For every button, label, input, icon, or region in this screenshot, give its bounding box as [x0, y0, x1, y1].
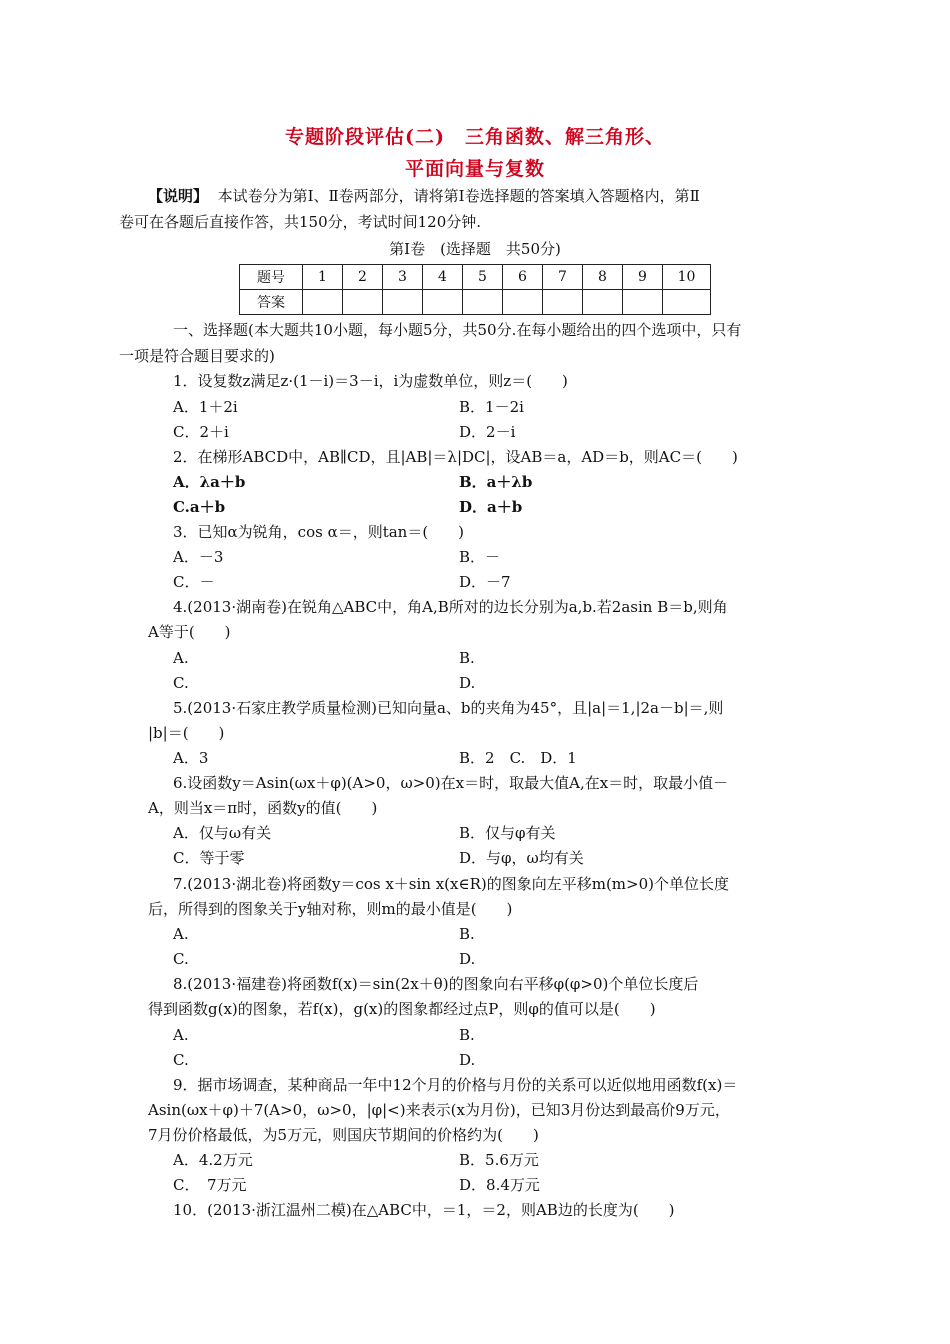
- q9-option-c: C． 7万元: [173, 1176, 247, 1194]
- q5-option-b: B．2 C. D．1: [459, 749, 577, 767]
- note-label: 【说明】: [148, 187, 209, 205]
- q1-stem: 1．设复数z满足z·(1－i)＝3－i，i为虚数单位，则z＝( ): [173, 372, 568, 390]
- answer-table-number: 2: [343, 265, 383, 290]
- q1-option-a: A．1＋2i: [173, 398, 238, 416]
- q10-stem: 10．(2013·浙江温州二模)在△ABC中，＝1，＝2，则AB边的长度为( ): [173, 1201, 675, 1219]
- q4-stem-line-2: A等于( ): [148, 623, 231, 641]
- instructions-line-1: 一、选择题(本大题共10小题，每小题5分，共50分.在每小题给出的四个选项中，只有: [173, 321, 742, 339]
- q6-option-a: A．仅与ω有关: [173, 824, 272, 842]
- answer-cell[interactable]: [623, 290, 663, 315]
- answer-cell[interactable]: [383, 290, 423, 315]
- q9-option-d: D．8.4万元: [459, 1176, 540, 1194]
- q4-option-d: D.: [459, 674, 476, 692]
- q1-option-b: B．1－2i: [459, 398, 524, 416]
- q4-option-b: B.: [459, 649, 475, 667]
- title-line-1: 专题阶段评估(二) 三角函数、解三角形、: [285, 126, 665, 148]
- q5-option-a: A．3: [173, 749, 209, 767]
- q6-option-d: D．与φ，ω均有关: [459, 849, 584, 867]
- q6-stem-line-2: A，则当x＝π时，函数y的值( ): [148, 799, 378, 817]
- q8-option-a: A.: [173, 1026, 189, 1044]
- answer-cell[interactable]: [543, 290, 583, 315]
- q6-option-c: C．等于零: [173, 849, 245, 867]
- q5-stem-line-2: |b|＝( ): [148, 724, 225, 742]
- answer-table-number-row: [240, 265, 711, 290]
- answer-table-number: 6: [503, 265, 543, 290]
- note-text-1: 本试卷分为第Ⅰ、Ⅱ卷两部分，请将第Ⅰ卷选择题的答案填入答题格内，第Ⅱ: [217, 187, 700, 205]
- q4-option-c: C.: [173, 674, 189, 692]
- note-line-1: [148, 186, 700, 206]
- answer-table-number: 3: [383, 265, 423, 290]
- q6-stem-line-1: 6.设函数y＝Asin(ωx＋φ)(A>0，ω>0)在x＝时，取最大值A,在x＝时，取最小值－: [173, 774, 729, 792]
- q7-stem-line-1: 7.(2013·湖北卷)将函数y＝cos x＋sin x(x∈R)的图象向左平移m(m>0)个单位长度: [173, 875, 729, 893]
- q6-option-b: B．仅与φ有关: [459, 824, 556, 842]
- q1-option-d: D．2－i: [459, 423, 516, 441]
- q8-option-d: D.: [459, 1051, 476, 1069]
- q8-stem-line-1: 8.(2013·福建卷)将函数f(x)＝sin(2x＋θ)的图象向右平移φ(φ>0)个单位长度后: [173, 975, 699, 993]
- answer-table-number: 7: [543, 265, 583, 290]
- q7-stem-line-2: 后，所得到的图象关于y轴对称，则m的最小值是( ): [148, 900, 513, 918]
- answer-table-number: 4: [423, 265, 463, 290]
- q1-option-c: C．2＋i: [173, 423, 229, 441]
- answer-cell[interactable]: [463, 290, 503, 315]
- answer-table: [239, 264, 711, 315]
- answer-table-answer-row: [240, 290, 711, 315]
- q7-option-c: C.: [173, 950, 189, 968]
- q8-option-b: B.: [459, 1026, 475, 1044]
- q2-option-a: A．λa＋b: [173, 473, 246, 491]
- answer-cell[interactable]: [303, 290, 343, 315]
- instructions-line-2: 一项是符合题目要求的): [119, 347, 275, 365]
- q4-stem-line-1: 4.(2013·湖南卷)在锐角△ABC中，角A,B所对的边长分别为a,b.若2asin B＝b,则角: [173, 598, 728, 616]
- q9-stem-line-2: Asin(ωx＋φ)＋7(A>0，ω>0，|φ|<)来表示(x为月份)，已知3月份达到最高价9万元，: [148, 1101, 730, 1119]
- note-line-2: 卷可在各题后直接作答，共150分，考试时间120分钟.: [119, 213, 482, 231]
- q2-option-c: C.a＋b: [173, 498, 226, 516]
- answer-table-number: 1: [303, 265, 343, 290]
- answer-cell[interactable]: [583, 290, 623, 315]
- q8-option-c: C.: [173, 1051, 189, 1069]
- answer-table-number: 9: [623, 265, 663, 290]
- q2-stem: 2．在梯形ABCD中，AB∥CD，且|AB|＝λ|DC|，设AB＝a，AD＝b，则AC＝( ): [173, 448, 738, 466]
- q9-option-a: A．4.2万元: [173, 1151, 253, 1169]
- answer-cell[interactable]: [663, 290, 711, 315]
- section-header: 第Ⅰ卷 (选择题 共50分): [389, 240, 561, 258]
- q3-option-d: D．－7: [459, 573, 511, 591]
- answer-table-number: 10: [663, 265, 711, 290]
- answer-cell[interactable]: [503, 290, 543, 315]
- q4-option-a: A.: [173, 649, 189, 667]
- q8-stem-line-2: 得到函数g(x)的图象，若f(x)，g(x)的图象都经过点P，则φ的值可以是( ): [148, 1000, 656, 1018]
- q9-stem-line-1: 9．据市场调查，某种商品一年中12个月的价格与月份的关系可以近似地用函数f(x)＝: [173, 1076, 738, 1094]
- q9-option-b: B．5.6万元: [459, 1151, 539, 1169]
- q7-option-a: A.: [173, 925, 189, 943]
- q5-stem-line-1: 5.(2013·石家庄教学质量检测)已知向量a、b的夹角为45°，且|a|＝1,|2a－b|＝,则: [173, 699, 724, 717]
- answer-cell[interactable]: [343, 290, 383, 315]
- q3-stem: 3．已知α为锐角，cos α＝，则tan＝( ): [173, 523, 465, 541]
- answer-table-number: 5: [463, 265, 503, 290]
- answer-table-number: 8: [583, 265, 623, 290]
- q7-option-d: D.: [459, 950, 476, 968]
- q9-stem-line-3: 7月份价格最低，为5万元，则国庆节期间的价格约为( ): [148, 1126, 539, 1144]
- q7-option-b: B.: [459, 925, 475, 943]
- q3-option-b: B．－: [459, 548, 501, 566]
- title-line-2: 平面向量与复数: [404, 158, 545, 180]
- q2-option-b: B．a＋λb: [459, 473, 533, 491]
- answer-cell[interactable]: [423, 290, 463, 315]
- answer-table-row-label: 答案: [240, 290, 303, 315]
- q2-option-d: D．a＋b: [459, 498, 523, 516]
- answer-table-row-label: 题号: [240, 265, 303, 290]
- q3-option-c: C．－: [173, 573, 215, 591]
- q3-option-a: A．－3: [173, 548, 224, 566]
